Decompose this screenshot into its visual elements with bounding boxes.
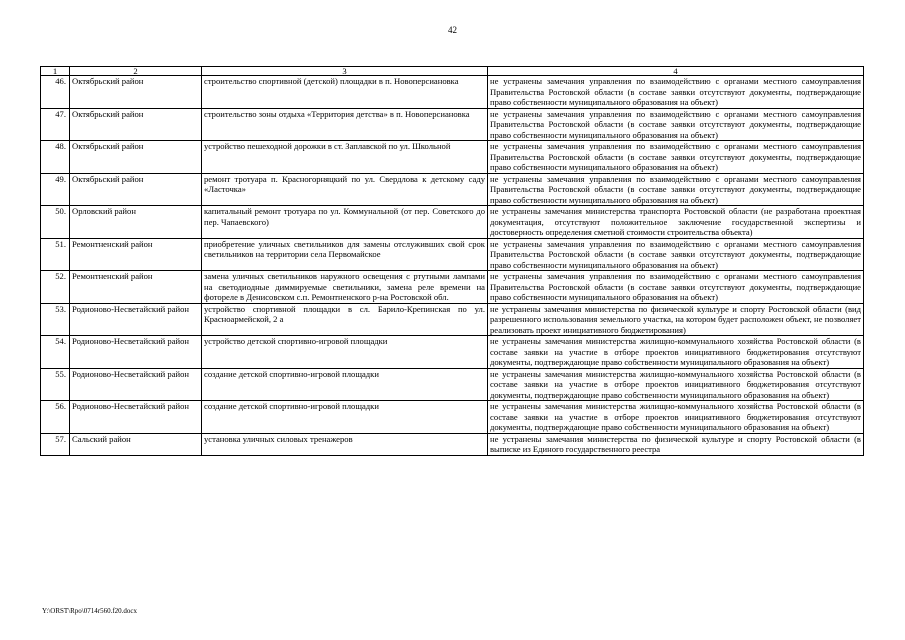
row-number: 52.: [41, 271, 70, 304]
project-cell: капитальный ремонт тротуара по ул. Коммунальной (от пер. Советского до пер. Чапаевского): [202, 206, 488, 239]
district-cell: Родионово-Несветайский район: [70, 401, 202, 434]
table-row: [41, 368, 864, 401]
reason-cell: не устранены замечания министерства по физической культуре и спорту Ростовской области (в выписке из Единого государственного реестра: [488, 433, 864, 455]
reason-cell: не устранены замечания управления по взаимодействию с органами местного самоуправления Правительства Ростовской области (в составе заявки отсутствуют документы, подтверждающие право собственности муниципального образования на объект): [488, 141, 864, 174]
project-cell: строительство зоны отдыха «Территория детства» в п. Новоперсиановка: [202, 108, 488, 141]
header-cell-3: 3: [202, 67, 488, 76]
row-number: 56.: [41, 401, 70, 434]
reason-cell: не устранены замечания управления по взаимодействию с органами местного самоуправления Правительства Ростовской области (в составе заявки отсутствуют документы, подтверждающие право собственности муниципального образования на объект): [488, 173, 864, 206]
table-row: [41, 238, 864, 271]
document-table: [40, 66, 864, 456]
table-row: [41, 401, 864, 434]
reason-cell: не устранены замечания министерства жилищно-коммунального хозяйства Ростовской области (в составе заявки на участие в отборе проектов инициативного бюджетирования отсутствуют документы, подтверждающие право собственности муниципального образования на объект): [488, 401, 864, 434]
table-header-row: [41, 67, 864, 76]
district-cell: Родионово-Несветайский район: [70, 368, 202, 401]
reason-cell: не устранены замечания управления по взаимодействию с органами местного самоуправления Правительства Ростовской области (в составе заявки отсутствуют документы, подтверждающие право собственности муниципального образования на объект): [488, 108, 864, 141]
table-row: [41, 271, 864, 304]
district-cell: Сальский район: [70, 433, 202, 455]
reason-cell: не устранены замечания министерства жилищно-коммунального хозяйства Ростовской области (в составе заявки на участие в отборе проектов инициативного бюджетирования отсутствуют документы, подтверждающие право собственности муниципального образования на объект): [488, 368, 864, 401]
table-row: [41, 336, 864, 369]
reason-cell: не устранены замечания министерства жилищно-коммунального хозяйства Ростовской области (в составе заявки на участие в отборе проектов инициативного бюджетирования отсутствуют документы, подтверждающие право собственности муниципального образования на объект): [488, 336, 864, 369]
row-number: 46.: [41, 76, 70, 109]
project-cell: устройство пешеходной дорожки в ст. Заплавской по ул. Школьной: [202, 141, 488, 174]
project-cell: устройство детской спортивно-игровой площадки: [202, 336, 488, 369]
district-cell: Родионово-Несветайский район: [70, 303, 202, 336]
project-cell: замена уличных светильников наружного освещения с ртутными лампами на светодиодные диммируемые светильники, замена реле времени на фотореле в Денисовском с.п. Ремонтненского р-на Ростовской обл.: [202, 271, 488, 304]
table-row: [41, 206, 864, 239]
table-row: [41, 76, 864, 109]
row-number: 47.: [41, 108, 70, 141]
district-cell: Орловский район: [70, 206, 202, 239]
district-cell: Октябрьский район: [70, 108, 202, 141]
reason-cell: не устранены замечания министерства транспорта Ростовской области (не разработана проектная документация, отсутствуют положительное заключение государственной экспертизы и достоверность определения сметной стоимости строительства объекта): [488, 206, 864, 239]
row-number: 53.: [41, 303, 70, 336]
header-cell-2: 2: [70, 67, 202, 76]
project-cell: ремонт тротуара п. Красногорняцкий по ул. Свердлова к детскому саду «Ласточка»: [202, 173, 488, 206]
table-row: [41, 433, 864, 455]
district-cell: Родионово-Несветайский район: [70, 336, 202, 369]
project-cell: приобретение уличных светильников для замены отслуживших свой срок светильников на территории села Первомайское: [202, 238, 488, 271]
row-number: 57.: [41, 433, 70, 455]
row-number: 50.: [41, 206, 70, 239]
header-cell-1: 1: [41, 67, 70, 76]
district-cell: Октябрьский район: [70, 76, 202, 109]
row-number: 55.: [41, 368, 70, 401]
district-cell: Ремонтненский район: [70, 271, 202, 304]
file-path-footer: Y:\ORST\Rpo\0714r560.f20.docx: [42, 607, 138, 615]
row-number: 49.: [41, 173, 70, 206]
reason-cell: не устранены замечания управления по взаимодействию с органами местного самоуправления Правительства Ростовской области (в составе заявки отсутствуют документы, подтверждающие право собственности муниципального образования на объект): [488, 271, 864, 304]
table-row: [41, 173, 864, 206]
row-number: 51.: [41, 238, 70, 271]
row-number: 54.: [41, 336, 70, 369]
district-cell: Октябрьский район: [70, 141, 202, 174]
reason-cell: не устранены замечания управления по взаимодействию с органами местного самоуправления Правительства Ростовской области (в составе заявки отсутствуют документы, подтверждающие право собственности муниципального образования на объект): [488, 238, 864, 271]
table-row: [41, 108, 864, 141]
page-number: 42: [448, 25, 457, 35]
project-cell: устройство спортивной площадки в сл. Барило-Крепинская по ул. Красноармейской, 2 а: [202, 303, 488, 336]
table-row: [41, 303, 864, 336]
project-cell: установка уличных силовых тренажеров: [202, 433, 488, 455]
district-cell: Октябрьский район: [70, 173, 202, 206]
project-cell: создание детской спортивно-игровой площадки: [202, 368, 488, 401]
row-number: 48.: [41, 141, 70, 174]
table-row: [41, 141, 864, 174]
district-cell: Ремонтненский район: [70, 238, 202, 271]
project-cell: создание детской спортивно-игровой площадки: [202, 401, 488, 434]
project-cell: строительство спортивной (детской) площадки в п. Новоперсиановка: [202, 76, 488, 109]
reason-cell: не устранены замечания министерства по физической культуре и спорту Ростовской области (вид разрешенного использования земельного участка, на котором будет расположен объект, не позволяет реализовать проект инициативного бюджетирования): [488, 303, 864, 336]
header-cell-4: 4: [488, 67, 864, 76]
reason-cell: не устранены замечания управления по взаимодействию с органами местного самоуправления Правительства Ростовской области (в составе заявки отсутствуют документы, подтверждающие право собственности муниципального образования на объект): [488, 76, 864, 109]
